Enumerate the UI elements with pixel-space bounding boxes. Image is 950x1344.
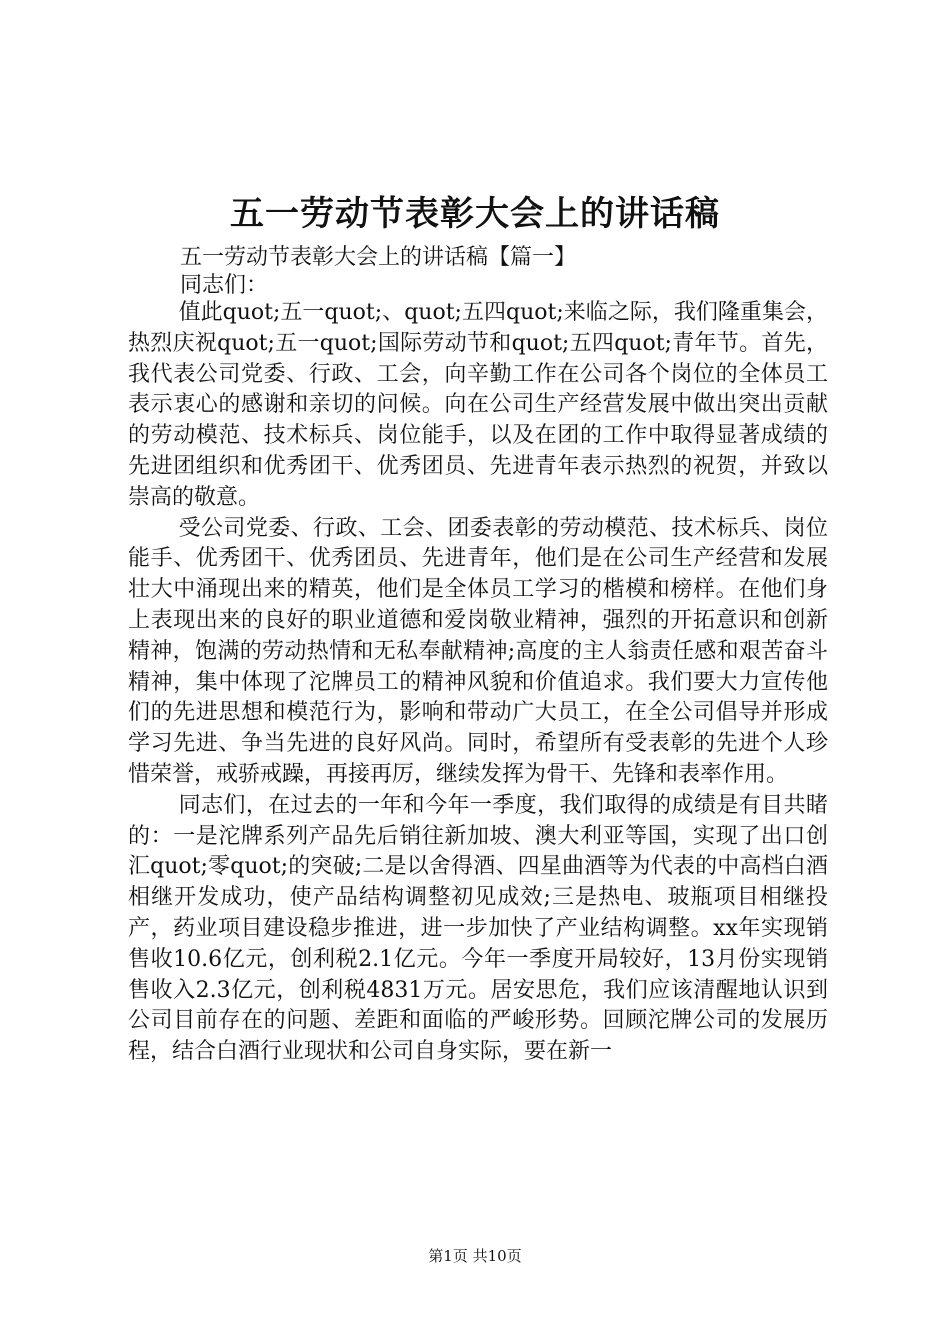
- document-subtitle: 五一劳动节表彰大会上的讲话稿【篇一】: [180, 245, 577, 270]
- page-number: 第1页 共10页: [428, 1247, 522, 1265]
- paragraph-2: 受公司党委、行政、工会、团委表彰的劳动模范、技术标兵、岗位能手、优秀团干、优秀团员、先进青年，他们是在公司生产经营和发展壮大中涌现出来的精英，他们是全体员工学习的楷模和榜样。在他们身上表现出来的良好的职业道德和爱岗敬业精神，强烈的开拓意识和创新精神，饱满的劳动热情和无私奉献精神;高度的主人翁责任感和艰苦奋斗精神，集中体现了沱牌员工的精神风貌和价值追求。我们要大力宣传他们的先进思想和模范行为，影响和带动广大员工，在全公司倡导并形成学习先进、争当先进的良好风尚。同时，希望所有受表彰的先进个人珍惜荣誉，戒骄戒躁，再接再厉，继续发挥为骨干、先锋和表率作用。: [128, 515, 828, 787]
- document-body: [128, 298, 828, 1068]
- greeting: 同志们：: [180, 273, 269, 298]
- document-title: 五一劳动节表彰大会上的讲话稿: [230, 194, 720, 234]
- paragraph-1: 值此quot;五一quot;、quot;五四quot;来临之际，我们隆重集会，热烈庆祝quot;五一quot;国际劳动节和quot;五四quot;青年节。首先，我代表公司党委、行政、工会，向辛勤工作在公司各个岗位的全体员工表示衷心的感谢和亲切的问候。向在公司生产经营发展中做出突出贡献的劳动模范、技术标兵、岗位能手，以及在团的工作中取得显著成绩的先进团组织和优秀团干、优秀团员、先进青年表示热烈的祝贺，并致以崇高的敬意。: [128, 300, 828, 510]
- paragraph-3: 同志们，在过去的一年和今年一季度，我们取得的成绩是有目共睹的：一是沱牌系列产品先后销往新加坡、澳大利亚等国，实现了出口创汇quot;零quot;的突破;二是以舍得酒、四星曲酒等为代表的中高档白酒相继开发成功，使产品结构调整初见成效;三是热电、玻瓶项目相继投产，药业项目建设稳步推进，进一步加快了产业结构调整。xx年实现销售收10.6亿元，创利税2.1亿元。今年一季度开局较好，13月份实现销售收入2.3亿元，创利税4831万元。居安思危，我们应该清醒地认识到公司目前存在的问题、差距和面临的严峻形势。回顾沱牌公司的发展历程，结合白酒行业现状和公司自身实际，要在新一: [128, 792, 828, 1065]
